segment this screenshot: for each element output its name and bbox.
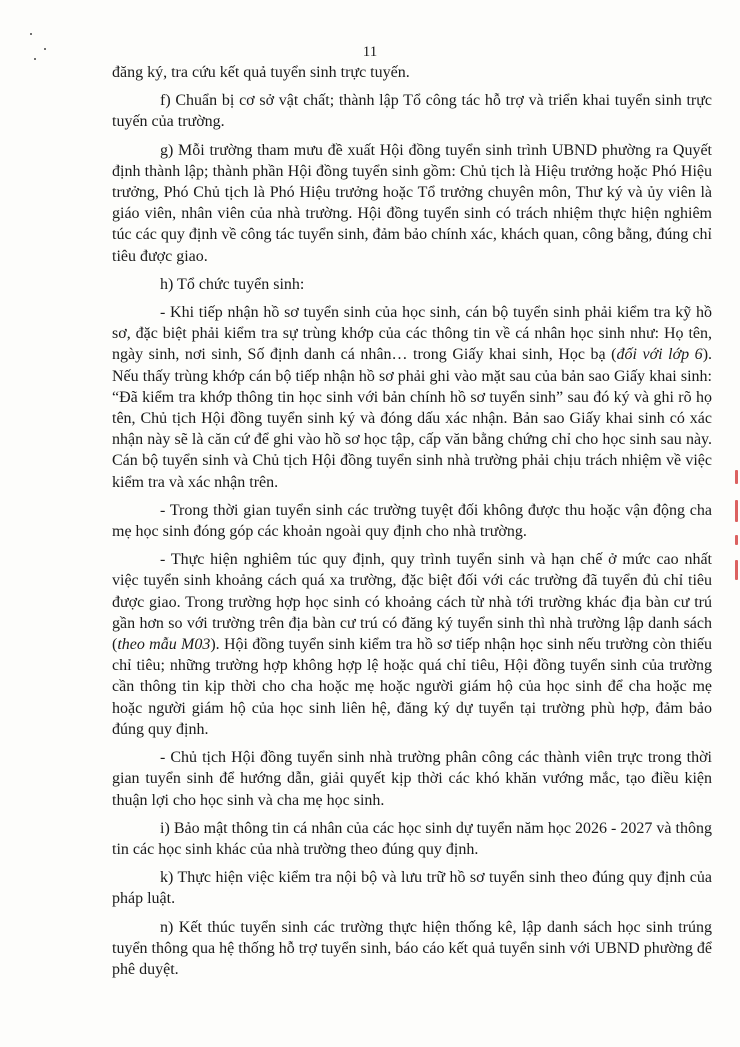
paragraph-text: i) Bảo mật thông tin cá nhân của các học sinh dự tuyển năm học 2026 - 2027 và thông tin các học sinh khác của nhà trường theo đúng quy định. [112,819,712,858]
paragraph-text: - Trong thời gian tuyển sinh các trường tuyệt đối không được thu hoặc vận động cha mẹ học sinh đóng góp các khoản ngoài quy định cho nhà trường. [112,501,712,541]
paragraph [112,549,712,740]
italic-text: theo mẫu M03 [117,636,211,654]
paragraph-text: f) Chuẩn bị cơ sở vật chất; thành lập Tổ công tác hỗ trợ và triển khai tuyển sinh trực tuyến của trường. [112,92,712,131]
paragraph-text: k) Thực hiện việc kiểm tra nội bộ và lưu trữ hồ sơ tuyển sinh theo đúng quy định của pháp luật. [112,869,712,908]
paragraph [112,274,712,295]
paragraph-text: - Khi tiếp nhận hồ sơ tuyển sinh của học sinh, cán bộ tuyển sinh phải kiểm tra kỹ hồ sơ, đặc biệt phải kiểm tra sự trùng khớp của các thông tin về cá nhân học sinh như: Họ tên, ngày sinh, nơi sinh, Số định danh cá nhân… trong Giấy khai sinh, Học bạ ( [112,304,712,364]
paragraph-text: đăng ký, tra cứu kết quả tuyển sinh trực tuyến. [112,64,410,81]
red-margin-mark [735,470,738,484]
paragraph-text: ). Hội đồng tuyển sinh kiểm tra hồ sơ tiếp nhận học sinh nếu trường còn thiếu chỉ tiêu; những trường hợp không hợp lệ hoặc quá chỉ tiêu, Hội đồng tuyển sinh của trường cần thông tin kịp thời cho cha hoặc mẹ hoặc người giám hộ của học sinh để cha hoặc mẹ hoặc người giám hộ của học sinh liên hệ, đăng ký dự tuyển tại trường phù hợp, đảm bảo đúng quy định. [112,636,712,738]
paragraph-text: h) Tổ chức tuyển sinh: [160,275,305,293]
paragraph [112,917,712,981]
paragraph-text: - Thực hiện nghiêm túc quy định, quy trình tuyển sinh và hạn chế ở mức cao nhất việc tuyển sinh khoảng cách quá xa trường, đặc biệt đối với các trường đã tuyển đủ chỉ tiêu được giao. Trong trường hợp học sinh có khoảng cách từ nhà tới trường khác địa bàn cư trú gần hơn so với trường trên địa bàn cư trú có đăng ký tuyển sinh thì nhà trường lập danh sách ( [112,551,712,654]
paragraph [112,62,712,83]
italic-text: đối với lớp 6 [616,346,703,364]
paragraph-text: ). Nếu thấy trùng khớp cán bộ tiếp nhận hồ sơ phải ghi vào mặt sau của bản sao Giấy khai sinh: “Đã kiểm tra khớp thông tin học sinh với bản chính hồ sơ tuyển sinh” sau đó ký và ghi rõ họ tên, Chủ tịch Hội đồng tuyển sinh ký và đóng dấu xác nhận. Bản sao Giấy khai sinh có xác nhận này sẽ là căn cứ để ghi vào hồ sơ học tập, cấp văn bằng chứng chỉ cho học sinh sau này. Cán bộ tuyển sinh và Chủ tịch Hội đồng tuyển sinh nhà trường phải chịu trách nhiệm về việc kiểm tra và xác nhận trên. [112,346,713,491]
red-margin-mark [735,560,738,580]
paragraph [112,140,712,267]
paragraph [112,747,712,811]
paragraph-text: g) Mỗi trường tham mưu đề xuất Hội đồng tuyển sinh trình UBND phường ra Quyết định thành lập; thành phần Hội đồng tuyển sinh gồm: Chủ tịch là Hiệu trưởng hoặc Phó Hiệu trưởng, Phó Chủ tịch là Phó Hiệu trưởng hoặc Tổ trưởng chuyên môn, Thư ký và ủy viên là giáo viên, nhân viên của nhà trường. Hội đồng tuyển sinh có trách nhiệm thực hiện nghiêm túc các quy định về công tác tuyển sinh, đảm bảo chính xác, khách quan, công bằng, đúng chỉ tiêu được giao. [112,141,712,265]
paragraph [112,500,712,542]
paragraph-text: - Chủ tịch Hội đồng tuyển sinh nhà trường phân công các thành viên trực trong thời gian tuyển sinh để hướng dẫn, giải quyết kịp thời các khó khăn vướng mắc, tạo điều kiện thuận lợi cho học sinh và cha mẹ học sinh. [112,749,712,809]
paragraph [112,818,712,860]
red-margin-mark [735,535,738,545]
scan-speck [30,33,32,35]
paragraph-text: n) Kết thúc tuyển sinh các trường thực hiện thống kê, lập danh sách học sinh trúng tuyển thông qua hệ thống hỗ trợ tuyển sinh, báo cáo kết quả tuyển sinh với UBND phường để phê duyệt. [112,918,712,978]
paragraph [112,867,712,909]
paragraph [112,90,712,132]
paragraph [112,302,712,493]
red-margin-mark [735,500,738,522]
page-number: 11 [362,44,378,60]
document-body [112,62,712,987]
